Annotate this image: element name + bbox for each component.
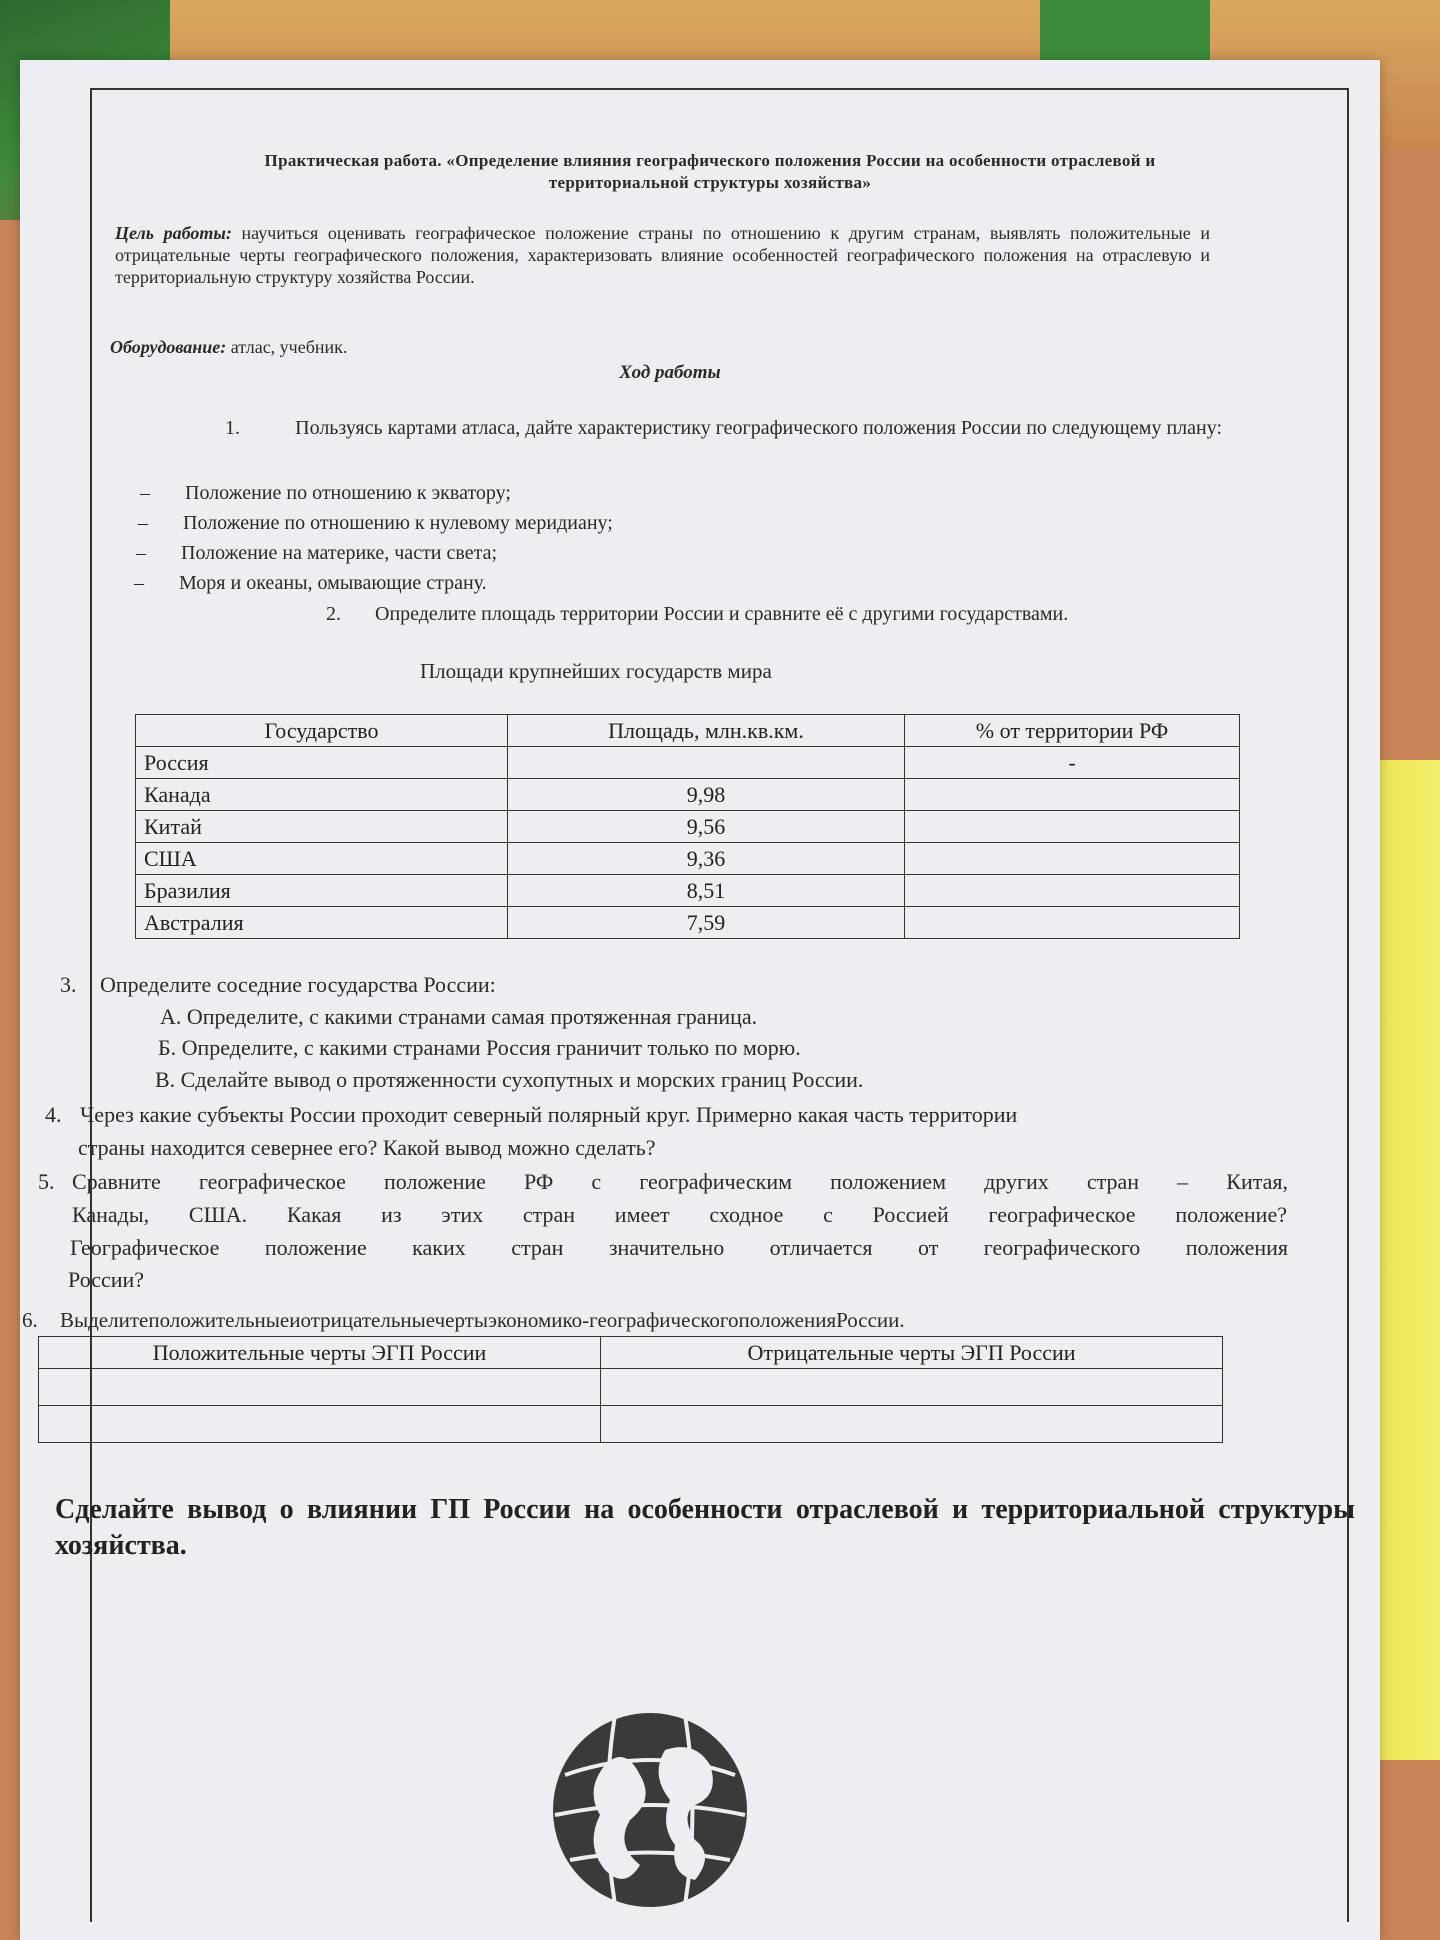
conclusion-text: Сделайте вывод о влиянии ГП России на особенности отраслевой и территориальной структуры хозяйства. bbox=[55, 1494, 1355, 1561]
table-row bbox=[39, 1369, 1223, 1406]
task5-line2: Канады, США. Какая из этих стран имеет сходное с Россией географическое положение? bbox=[72, 1202, 1287, 1227]
percent-cell[interactable] bbox=[905, 875, 1240, 907]
task5-number: 5. bbox=[38, 1169, 55, 1194]
table-header-row bbox=[136, 715, 1240, 747]
table-row bbox=[39, 1406, 1223, 1443]
header-cell: Отрицательные черты ЭГП России bbox=[601, 1337, 1223, 1369]
task6-text: Выделитеположительныеиотрицательныечертыэкономико-географическогоположенияРоссии. bbox=[60, 1308, 905, 1332]
table-row bbox=[136, 747, 1240, 779]
task3 bbox=[60, 971, 1260, 999]
task2-number: 2. bbox=[326, 603, 341, 625]
area-cell: 8,51 bbox=[508, 875, 905, 907]
table-row bbox=[136, 843, 1240, 875]
area-cell: 9,36 bbox=[508, 843, 905, 875]
task3-sub-c: В. Сделайте вывод о протяженности сухопутных и морских границ России. bbox=[155, 1067, 864, 1092]
percent-cell[interactable] bbox=[905, 907, 1240, 939]
area-table bbox=[135, 714, 1240, 939]
area-cell[interactable] bbox=[508, 747, 905, 779]
equipment-line bbox=[110, 336, 1110, 358]
goal-paragraph bbox=[115, 222, 1210, 288]
header-cell: Государство bbox=[136, 715, 508, 747]
table-header-row bbox=[39, 1337, 1223, 1369]
globe-logo-icon bbox=[545, 1705, 755, 1915]
bullet-dash: – bbox=[134, 572, 144, 594]
task5-line3: Географическое положение каких стран значительно отличается от географического положения bbox=[70, 1235, 1288, 1260]
country-cell: Китай bbox=[136, 811, 508, 843]
equipment-text: атлас, учебник. bbox=[230, 337, 348, 357]
area-cell: 7,59 bbox=[508, 907, 905, 939]
equipment-label: Оборудование: bbox=[110, 337, 227, 357]
task1-text: Пользуясь картами атласа, дайте характеристику географического положения России по следующему плану: bbox=[295, 417, 1222, 439]
task3-sub-b: Б. Определите, с какими странами Россия граничит только по морю. bbox=[158, 1035, 801, 1060]
percent-cell[interactable] bbox=[905, 811, 1240, 843]
bullet-dash: – bbox=[140, 482, 150, 504]
positive-trait-cell[interactable] bbox=[39, 1406, 601, 1443]
bullet-dash: – bbox=[136, 542, 146, 564]
task1-item: – Положение по отношению к экватору; bbox=[140, 482, 511, 504]
progress-heading: Ход работы bbox=[619, 362, 721, 383]
positive-trait-cell[interactable] bbox=[39, 1369, 601, 1406]
task1-item: – Положение по отношению к нулевому меридиану; bbox=[138, 512, 613, 534]
country-cell: Бразилия bbox=[136, 875, 508, 907]
task3-number: 3. bbox=[60, 972, 77, 997]
task4-line1: 4. Через какие субъекты России проходит северный полярный круг. Примерно какая часть территории bbox=[45, 1102, 1018, 1127]
goal-text: научиться оценивать географическое положение страны по отношению к другим странам, выявлять положительные и отрицательные черты географического положения, характеризовать влияние особенностей географического положения на отраслевую и территориальную структуру хозяйства России. bbox=[115, 223, 1210, 287]
area-table-caption: Площади крупнейших государств мира bbox=[420, 659, 772, 683]
goal-label: Цель работы: bbox=[115, 223, 232, 243]
task5-line4: России? bbox=[68, 1267, 145, 1292]
task1-item: – Положение на материке, части света; bbox=[136, 542, 498, 564]
document-title: Практическая работа. «Определение влияния географического положения России на особенности отраслевой и территориальной структуры хозяйства» bbox=[264, 151, 1156, 192]
header-cell: % от территории РФ bbox=[905, 715, 1240, 747]
header-cell: Площадь, млн.кв.км. bbox=[508, 715, 905, 747]
negative-trait-cell[interactable] bbox=[601, 1369, 1223, 1406]
task2-text: Определите площадь территории России и сравните её с другими государствами. bbox=[375, 603, 1069, 625]
task4-line2: страны находится севернее его? Какой вывод можно сделать? bbox=[78, 1135, 656, 1160]
task5-line1: 5. Сравните географическое положение РФ с географическим положением других стран – Китая, bbox=[38, 1169, 1288, 1194]
area-cell: 9,98 bbox=[508, 779, 905, 811]
negative-trait-cell[interactable] bbox=[601, 1406, 1223, 1443]
traits-table bbox=[38, 1336, 1223, 1443]
area-cell: 9,56 bbox=[508, 811, 905, 843]
country-cell: Россия bbox=[136, 747, 508, 779]
table-row bbox=[136, 875, 1240, 907]
task1-item: – Моря и океаны, омывающие страну. bbox=[134, 572, 487, 594]
table-row bbox=[136, 811, 1240, 843]
percent-cell[interactable]: - bbox=[905, 747, 1240, 779]
country-cell: Канада bbox=[136, 779, 508, 811]
task3-text: Определите соседние государства России: bbox=[100, 972, 496, 997]
task4-number: 4. bbox=[45, 1102, 62, 1127]
table-row bbox=[136, 907, 1240, 939]
task6 bbox=[22, 1306, 1322, 1334]
table-row bbox=[136, 779, 1240, 811]
header-cell: Положительные черты ЭГП России bbox=[39, 1337, 601, 1369]
bullet-dash: – bbox=[138, 512, 148, 534]
percent-cell[interactable] bbox=[905, 843, 1240, 875]
percent-cell[interactable] bbox=[905, 779, 1240, 811]
task1-number: 1. bbox=[225, 417, 240, 439]
country-cell: Австралия bbox=[136, 907, 508, 939]
task3-sub-a: А. Определите, с какими странами самая протяженная граница. bbox=[160, 1004, 758, 1029]
task6-number: 6. bbox=[22, 1308, 38, 1332]
country-cell: США bbox=[136, 843, 508, 875]
